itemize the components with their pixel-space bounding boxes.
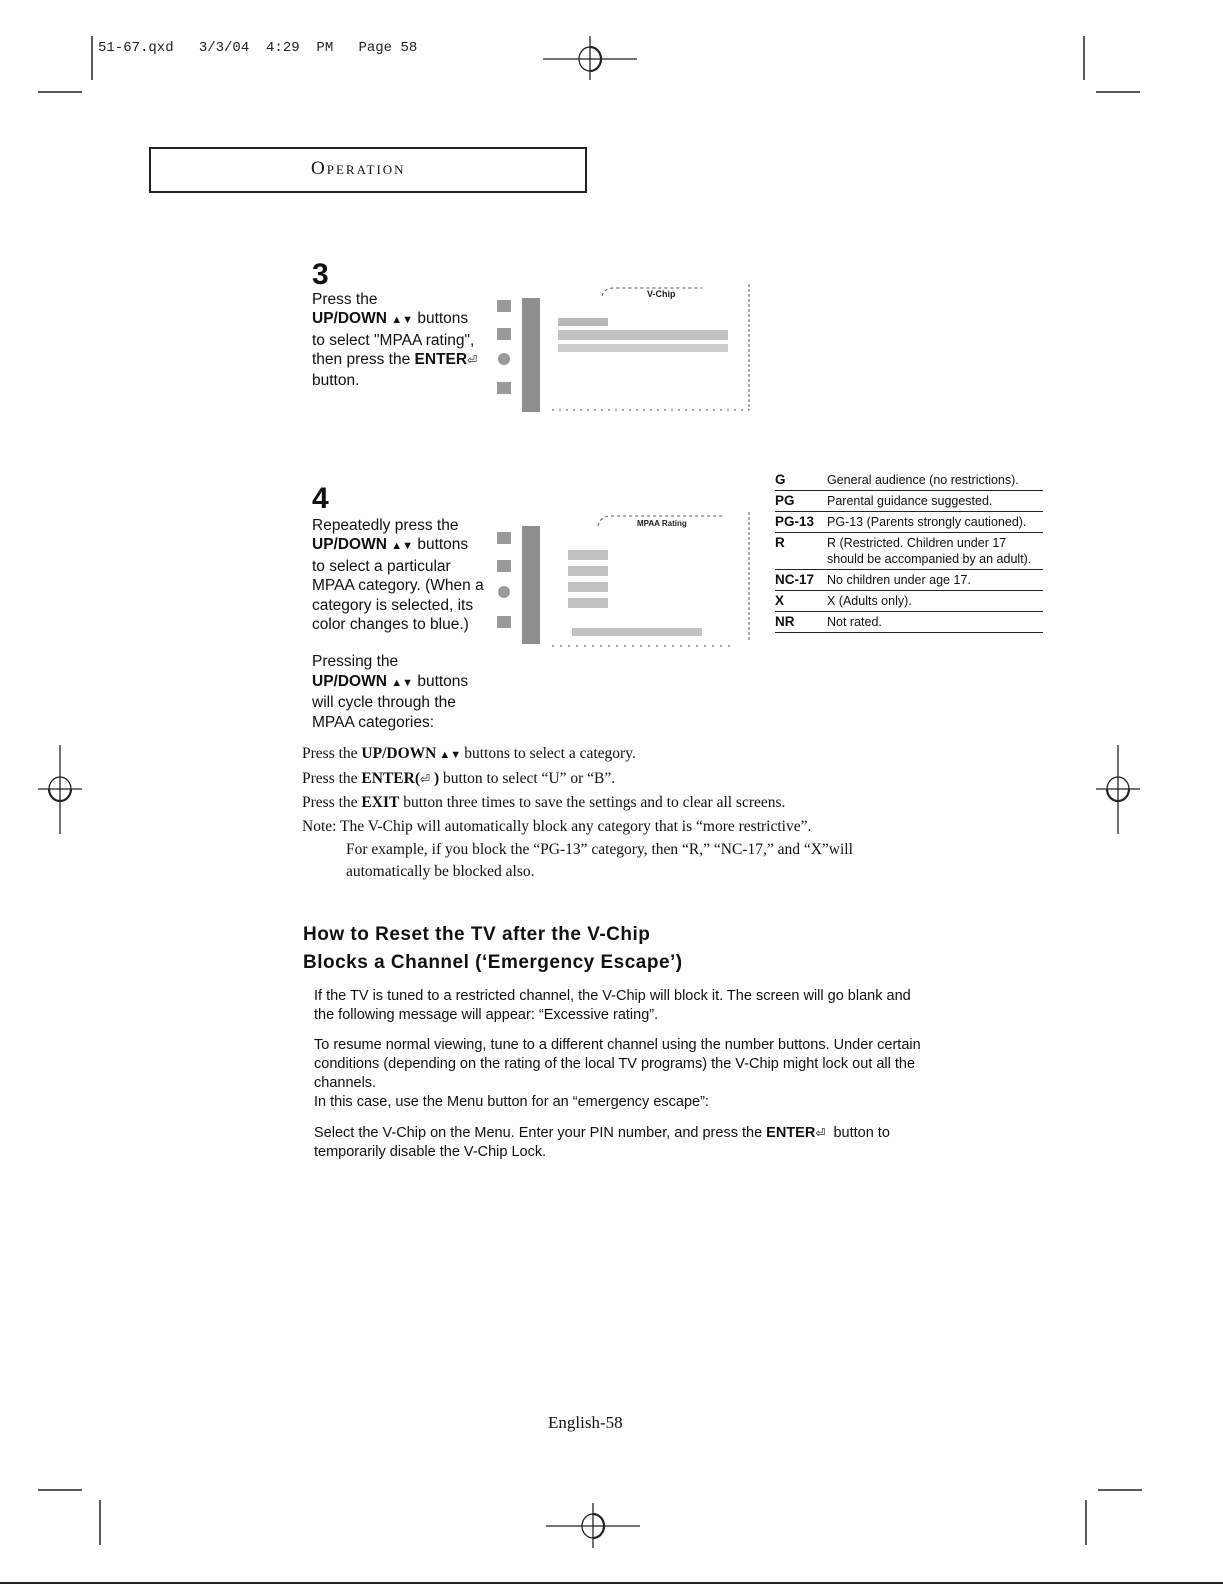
arrows-icon: ▲▼ <box>391 676 414 689</box>
enter-label: ENTER <box>766 1125 816 1141</box>
rating-desc: PG-13 (Parents strongly cautioned). <box>827 515 1027 529</box>
step-4-line: category is selected, its <box>312 596 474 614</box>
rating-row <box>775 570 1043 591</box>
rating-desc: X (Adults only). <box>827 594 912 608</box>
step-3-line: button. <box>312 371 360 389</box>
updown-label: UP/DOWN <box>361 745 437 762</box>
exit-label: EXIT <box>361 794 400 811</box>
p3-text: Select the V-Chip on the Menu. Enter your PIN number, and press the <box>314 1125 767 1141</box>
rating-code: X <box>775 593 785 608</box>
enter-label: ENTER <box>414 351 468 369</box>
step-4-text <box>312 516 502 732</box>
registration-mark-left <box>38 745 82 834</box>
instr-text: Press the <box>302 745 362 762</box>
step-3-buttons-word: buttons <box>413 310 469 328</box>
rating-row <box>775 470 1043 491</box>
step-4-line: Pressing the <box>312 653 399 671</box>
paragraph-line: In this case, use the Menu button for an “emergency escape”: <box>314 1094 709 1110</box>
paragraph-line <box>314 1124 974 1143</box>
enter-icon: ⏎ <box>420 772 431 786</box>
instr-text: Press the <box>302 794 362 811</box>
instr-text: button three times to save the settings and to clear all screens. <box>399 794 786 811</box>
paragraph-3 <box>314 1124 974 1162</box>
enter-label-close: ) <box>430 770 440 787</box>
enter-icon: ⏎ <box>467 353 478 368</box>
enter-icon: ⏎ <box>815 1126 826 1140</box>
enter-label: ENTER( <box>361 770 420 787</box>
screen-title: V-Chip <box>647 289 676 299</box>
file-slug: 51-67.qxd 3/3/04 4:29 PM Page 58 <box>98 40 418 56</box>
step-3-line: to select "MPAA rating", <box>312 331 475 349</box>
step-4-line: color changes to blue.) <box>312 616 469 634</box>
rating-desc: Parental guidance suggested. <box>827 494 993 508</box>
step-3-text <box>312 290 502 390</box>
registration-mark-right <box>1096 745 1140 834</box>
paragraph-line: the following message will appear: “Excessive rating”. <box>314 1007 659 1023</box>
paragraph-line: channels. <box>314 1075 377 1091</box>
mpaa-rating-table <box>775 470 1043 633</box>
rating-desc: R (Restricted. Children under 17 should be accompanied by an adult). <box>827 536 1032 566</box>
section-heading <box>303 921 683 977</box>
rating-code: G <box>775 472 786 487</box>
rating-code: R <box>775 535 785 550</box>
paragraph-line: temporarily disable the V-Chip Lock. <box>314 1144 547 1160</box>
step-3-line <box>312 350 502 370</box>
step-4-buttons-word: buttons <box>413 536 469 554</box>
instr-text: buttons to select a category. <box>464 745 636 762</box>
step-4-line <box>312 672 502 693</box>
arrows-icon: ▲▼ <box>391 540 414 553</box>
updown-label: UP/DOWN <box>312 536 387 554</box>
p3-text: button to <box>825 1125 890 1141</box>
paragraph-line: conditions (depending on the rating of the local TV programs) the V-Chip might lock out all the <box>314 1056 916 1072</box>
step-3-line <box>312 309 502 330</box>
rating-code: NC-17 <box>775 572 815 587</box>
step-4-line: to select a particular <box>312 557 451 575</box>
rating-row <box>775 591 1043 612</box>
paragraph-1 <box>314 987 974 1025</box>
updown-label: UP/DOWN <box>312 310 387 328</box>
instr-text: button to select “U” or “B”. <box>439 770 616 787</box>
paragraph-line: To resume normal viewing, tune to a different channel using the number buttons. Under certain <box>314 1037 921 1053</box>
instruction-line <box>302 742 853 767</box>
registration-mark-bottom <box>546 1503 640 1548</box>
rating-row <box>775 512 1043 533</box>
rating-code: PG <box>775 493 795 508</box>
section-header-title: Operation <box>311 158 406 179</box>
step-4-buttons-word: buttons <box>413 672 469 690</box>
arrows-icon: ▲▼ <box>391 314 414 327</box>
note-line: For example, if you block the “PG-13” category, then “R,” “NC-17,” and “X”will <box>346 841 853 858</box>
rating-desc: No children under age 17. <box>827 573 971 587</box>
step-4-line <box>312 535 502 556</box>
step-4-line: MPAA categories: <box>312 713 435 731</box>
step-4-number: 4 <box>312 482 329 515</box>
heading-line: How to Reset the TV after the V-Chip <box>303 924 651 945</box>
updown-label: UP/DOWN <box>312 672 387 690</box>
rating-desc: General audience (no restrictions). <box>827 473 1019 487</box>
rating-desc: Not rated. <box>827 615 882 629</box>
instr-text: Press the <box>302 770 362 787</box>
page-number: English-58 <box>548 1413 623 1432</box>
vchip-menu-screenshot <box>492 282 754 422</box>
arrows-icon: ▲▼ <box>436 749 465 761</box>
note-line: Note: The V-Chip will automatically block any category that is “more restrictive”. <box>302 818 812 835</box>
step-3-number: 3 <box>312 258 329 291</box>
step-3-line4: then press the <box>312 351 415 369</box>
rating-row <box>775 533 1043 570</box>
mpaa-rating-screenshot <box>492 508 754 653</box>
instructions-block <box>302 742 853 883</box>
instruction-line <box>302 791 853 815</box>
paragraph-2 <box>314 1036 974 1112</box>
instruction-line <box>302 767 853 791</box>
rating-code: PG-13 <box>775 514 815 529</box>
step-3-line: Press the <box>312 291 378 308</box>
note-line: automatically be blocked also. <box>346 863 535 880</box>
rating-code: NR <box>775 614 795 629</box>
paragraph-line: If the TV is tuned to a restricted channel, the V-Chip will block it. The screen will go blank and <box>314 988 911 1004</box>
rating-row <box>775 612 1043 633</box>
step-4-line: MPAA category. (When a <box>312 577 484 595</box>
registration-mark-top <box>543 36 637 80</box>
section-header-box <box>149 147 587 193</box>
heading-line: Blocks a Channel (‘Emergency Escape’) <box>303 952 683 973</box>
step-4-line: Repeatedly press the <box>312 517 459 534</box>
screen-title: MPAA Rating <box>637 519 687 528</box>
step-4-line: will cycle through the <box>312 694 456 712</box>
rating-row <box>775 491 1043 512</box>
